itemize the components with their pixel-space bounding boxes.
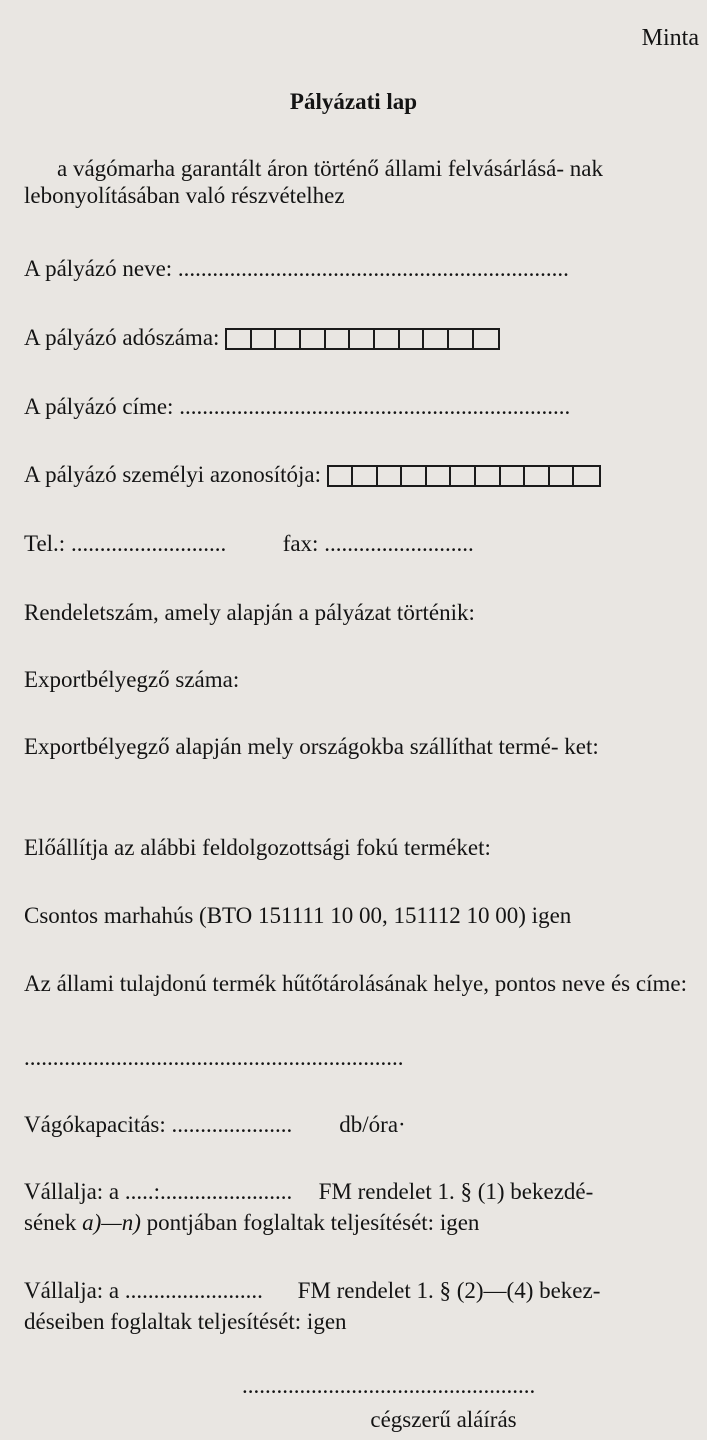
signature-dots: ................................................... [242,1373,536,1398]
undertake-2-dots: ........................ [124,1278,263,1303]
digit-box [375,330,400,348]
stamp-countries-label: Exportbélyegző alapján mely országokba szállíthat termé- ket: [24,734,599,759]
applicant-address-dots: .................................................................... [179,394,571,419]
signature-dots-row [242,1372,667,1399]
applicant-address-row [24,393,700,420]
digit-box [525,467,550,485]
applicant-name-dots: .................................................................... [177,256,569,281]
undertake-1-prefix: Vállalja: a [24,1179,120,1204]
stamp-number-label: Exportbélyegző száma: [24,667,240,692]
digit-box [350,330,375,348]
capacity-dots: ..................... [171,1112,293,1137]
capacity-unit: db/óra· [339,1112,406,1137]
bone-beef-label: Csontos marhahús (BTO 151111 10 00, 151112 10 00) igen [24,903,572,928]
tel-dots: ........................... [70,531,227,556]
undertake-1-line2-italic: a)—n) [82,1210,141,1235]
digit-box [501,467,526,485]
tel-fax-row [24,530,700,557]
intro-text [24,155,700,209]
undertake-1-row [24,1178,700,1205]
digit-box [476,467,501,485]
digit-box [276,330,301,348]
tax-number-row [24,324,700,351]
capacity-label: Vágókapacitás: [24,1112,166,1137]
capacity-row [24,1111,700,1138]
signature-label: cégszerű aláírás [370,1407,517,1432]
personal-id-label: A pályázó személyi azonosítója: [24,462,321,487]
digit-box [427,467,452,485]
digit-box [424,330,449,348]
processing-row [24,834,700,861]
stamp-countries-row [24,733,700,760]
undertake-1-text: FM rendelet 1. § (1) bekezdé- [318,1179,594,1204]
undertake-1-dots: .....:....................... [124,1179,293,1204]
tax-number-label: A pályázó adószáma: [24,325,220,350]
sample-label: Minta [641,25,699,51]
digit-box [227,330,252,348]
digit-box [378,467,403,485]
fax-label: fax: [282,531,319,556]
digit-box [474,330,499,348]
digit-box [451,467,476,485]
undertake-1-line2-start: sének [24,1210,77,1235]
digit-box [449,330,474,348]
cold-storage-dots: .................................................................. [24,1045,404,1070]
undertake-1-line2 [24,1209,700,1236]
digit-box [550,467,575,485]
personal-id-row [24,461,700,488]
digit-box [326,330,351,348]
tel-label: Tel.: [24,531,66,556]
undertake-2-row [24,1277,700,1304]
form-title: Pályázati lap [289,89,418,114]
cold-storage-row [24,970,700,997]
digit-box [402,467,427,485]
digit-box [353,467,378,485]
personal-id-boxes [327,465,601,487]
cold-storage-label: Az állami tulajdonú termék hűtőtárolásának helye, pontos neve és címe: [24,971,687,996]
applicant-name-row [24,255,700,282]
undertake-2-line2 [24,1308,700,1335]
intro-line-1: a vágómarha garantált áron történő állami felvásárlásá- nak lebonyolításában való részvételhez [24,156,603,209]
fax-dots: .......................... [324,531,474,556]
undertake-2-text: FM rendelet 1. § (2)—(4) bekez- [297,1278,601,1303]
processing-label: Előállítja az alábbi feldolgozottsági fokú terméket: [24,835,491,860]
decree-row [24,599,700,626]
stamp-number-row [24,666,700,693]
applicant-address-label: A pályázó címe: [24,394,174,419]
undertake-2-line2-text: déseiben foglaltak teljesítését: igen [24,1309,347,1334]
digit-box [252,330,277,348]
applicant-name-label: A pályázó neve: [24,256,173,281]
decree-label: Rendeletszám, amely alapján a pályázat történik: [24,600,475,625]
digit-box [301,330,326,348]
digit-box [329,467,354,485]
cold-storage-dots-row [24,1044,700,1071]
undertake-1-line2-end: pontjában foglaltak teljesítését: igen [146,1210,480,1235]
digit-box [574,467,599,485]
undertake-2-prefix: Vállalja: a [24,1278,120,1303]
tax-number-boxes [225,328,500,350]
digit-box [400,330,425,348]
bone-beef-row [24,902,700,929]
